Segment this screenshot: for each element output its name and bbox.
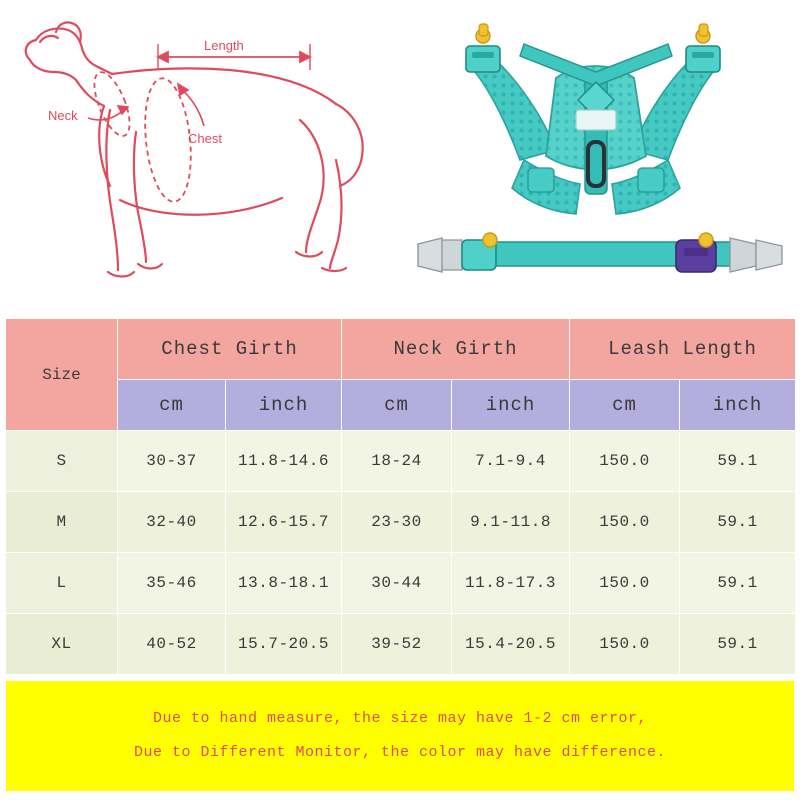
cell-size: XL: [6, 614, 118, 675]
cell-chest-cm: 30-37: [118, 431, 226, 492]
harness-svg: [400, 0, 800, 310]
cell-neck-cm: 39-52: [342, 614, 452, 675]
dog-measurement-diagram: [0, 0, 400, 310]
table-row: [6, 492, 796, 553]
cell-chest-cm: 32-40: [118, 492, 226, 553]
table-unit-row: [6, 380, 796, 431]
measurement-note: [5, 680, 795, 792]
unit-chest-inch: inch: [226, 380, 342, 431]
cell-chest-inch: 11.8-14.6: [226, 431, 342, 492]
cell-neck-inch: 11.8-17.3: [452, 553, 570, 614]
cell-chest-cm: 35-46: [118, 553, 226, 614]
cell-leash-inch: 59.1: [680, 431, 796, 492]
cell-size: L: [6, 553, 118, 614]
unit-chest-cm: cm: [118, 380, 226, 431]
header-chest-girth: Chest Girth: [118, 319, 342, 380]
cell-leash-cm: 150.0: [570, 492, 680, 553]
unit-neck-cm: cm: [342, 380, 452, 431]
chest-label: Chest: [188, 131, 222, 146]
size-chart-table: [5, 318, 796, 675]
cell-neck-cm: 18-24: [342, 431, 452, 492]
chest-pointer: [178, 84, 204, 126]
cell-leash-inch: 59.1: [680, 492, 796, 553]
illustration-area: [0, 0, 800, 310]
header-leash-length: Leash Length: [570, 319, 796, 380]
header-neck-girth: Neck Girth: [342, 319, 570, 380]
cell-neck-inch: 7.1-9.4: [452, 431, 570, 492]
header-size: Size: [6, 319, 118, 431]
cell-leash-inch: 59.1: [680, 614, 796, 675]
cell-leash-cm: 150.0: [570, 614, 680, 675]
top-left-buckle: [466, 24, 500, 72]
unit-leash-cm: cm: [570, 380, 680, 431]
cell-chest-inch: 15.7-20.5: [226, 614, 342, 675]
cell-neck-inch: 15.4-20.5: [452, 614, 570, 675]
dog-outline-svg: [0, 0, 400, 310]
cell-chest-inch: 12.6-15.7: [226, 492, 342, 553]
cell-neck-cm: 23-30: [342, 492, 452, 553]
cell-neck-inch: 9.1-11.8: [452, 492, 570, 553]
note-line-1: Due to hand measure, the size may have 1-2 cm error,: [152, 710, 648, 727]
unit-neck-inch: inch: [452, 380, 570, 431]
cell-chest-inch: 13.8-18.1: [226, 553, 342, 614]
cell-chest-cm: 40-52: [118, 614, 226, 675]
note-line-2: Due to Different Monitor, the color may have difference.: [133, 744, 667, 761]
neck-label: Neck: [48, 108, 78, 123]
cell-leash-inch: 59.1: [680, 553, 796, 614]
top-right-buckle: [686, 24, 720, 72]
harness-product-image: [400, 0, 800, 310]
cell-leash-cm: 150.0: [570, 431, 680, 492]
cell-leash-cm: 150.0: [570, 553, 680, 614]
cell-size: M: [6, 492, 118, 553]
table-row: [6, 431, 796, 492]
table-header-row: [6, 319, 796, 380]
table-row: [6, 553, 796, 614]
unit-leash-inch: inch: [680, 380, 796, 431]
neck-girth-ellipse: [87, 68, 137, 141]
table-row: [6, 614, 796, 675]
length-label: Length: [204, 38, 244, 53]
cell-size: S: [6, 431, 118, 492]
belly-left-buckle: [418, 233, 497, 272]
cell-neck-cm: 30-44: [342, 553, 452, 614]
